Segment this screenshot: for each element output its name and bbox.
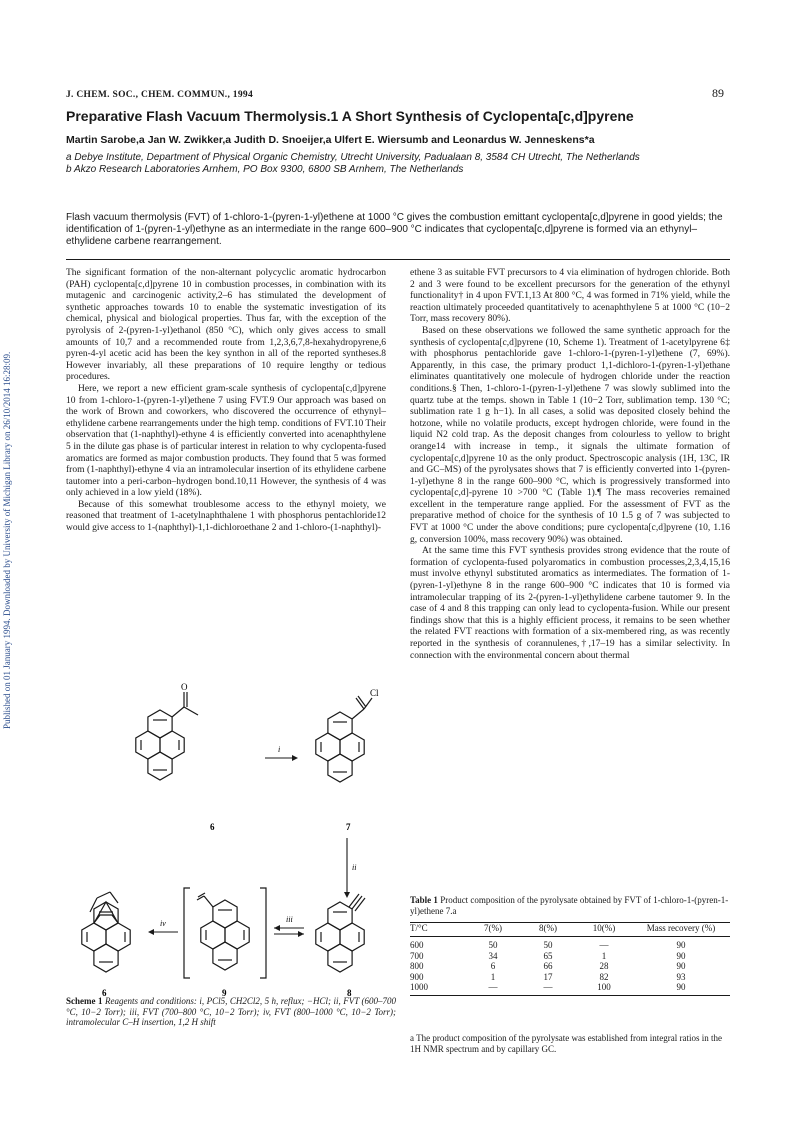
scheme-caption xyxy=(66,996,396,1028)
table-cell: 50 xyxy=(543,940,553,951)
table-cell: — xyxy=(543,982,553,993)
compound-8-structure xyxy=(316,894,365,972)
paragraph: At the same time this FVT synthesis provides strong evidence that the route of formation of cyclopenta-fused polyaromatics in combustion processes,2,3,4,15,16 must involve ethynyl substituted aromatics as intermediates. The formation of 1-(pyren-1-yl)ethyne 8 in the range 600–900 °C indicates that 10 is formed via intramolecular trapping of its 2-(pyren-1-yl)ethylidene carbene tautomer 9. In the case of 4 and 8 this trapping can only lead to cyclopenta-fusion. While our present findings show that this is a highly efficient process, it remains to be seen whether the related FVT reactions with formation of a six-membered ring, as was recently reported in the synthesis of corannulenes,†,17–19 has a similar selectivity. In connection with the environmental concern about thermal xyxy=(410,546,730,661)
paragraph: Based on these observations we followed the same synthetic approach for the synthesis of cyclopenta[c,d]pyrene (10, Scheme 1). Treatment of 1-acetylpyrene 6‡ with phosphorus pentachloride gave 1-chloro-1-(pyren-1-yl)ethene (7, 69%). Apparently, in this case, the primary product 1,1-dichloro-1-(pyren-1-yl)ethane eliminates quantitatively one molecule of hydrogen chloride under the reaction conditions.§ Then, 1-chloro-1-(pyren-1-yl)ethene 7 was slowly sublimed into the quartz tube at the temps. shown in Table 1 (10−2 Torr, sublimation temp. 130 °C; sublimation rate 1 g h−1). In all cases, a solid was deposited closely behind the hotzone, while no volatile products, except hydrogen chloride, were found in the liquid N2 cold trap. As the deposit changes from colourless to yellow to bright orange14 with increase in temp., it signals the ultimate formation of cyclopenta[c,d]pyrene 10 as the only product. Spectroscopic analysis (1H, 13C, IR and GC–MS) of the pyrolysates shows that 7 is efficiently converted into 1-(pyren-1-yl)ethyne 8 in the range 600–900 °C, which is progressively transformed into cyclopenta[c,d]-pyrene 10 >700 °C (Table 1).¶ The mass recoveries remained excellent in the temperature range applied. For the assessment of FVT as the preparative method of choice for the synthesis of 10 1.5 g of 7 was subjected to FVT at 1000 °C under the above conditions; pure cyclopenta[c,d]pyrene (10, 1.16 g, conversion 100%, mass recovery 90%) was obtained. xyxy=(410,325,730,545)
product-table xyxy=(410,922,730,996)
table-header: 10(%) xyxy=(592,923,616,933)
table-cell: 90 xyxy=(676,940,686,951)
table-cell: 90 xyxy=(676,961,686,972)
table-row xyxy=(410,982,730,992)
table-header: 7(%) xyxy=(484,923,502,933)
compound-9-structure xyxy=(184,888,266,978)
author-list: Martin Sarobe,a Jan W. Zwikker,a Judith D. Snoeijer,a Ulfert E. Wiersumb and Leonardus W. Jenneskens*a xyxy=(66,134,595,146)
table-cell: 100 xyxy=(597,982,611,993)
table-title xyxy=(410,895,730,917)
table-cell: 17 xyxy=(543,971,553,982)
table-cell: 600 xyxy=(410,940,424,951)
table-cell: 6 xyxy=(490,961,496,972)
table-title-text: Product composition of the pyrolysate obtained by FVT of 1-chloro-1-(pyren-1-yl)ethene 7.a xyxy=(410,895,729,916)
compound-8-label: 8 xyxy=(347,988,352,998)
table-header: T/°C xyxy=(410,923,428,933)
paragraph: Here, we report a new efficient gram-scale synthesis of cyclopenta[c,d]pyrene 10 from 1-chloro-1-(pyren-1-yl)ethene 7 using FVT.9 Our approach was based on the work of Brown and coworkers, who discovered the occurrence of ethynyl–ethylidene carbene rearrangements under the high temp. conditions of FVT.10 Their observation that (1-naphthyl)-ethyne 4 is efficiently converted into acenaphthylene 5 in the dilute gas phase is of particular interest in relation to why cyclopenta-fused aromatics are formed as major combustion products. They found that 5 was formed from (1-naphthyl)-ethyne 4 via an intramolecular insertion of its ethylidene carbene tautomer into a peri-carbon–hydrogen bond.10,11 However, the synthesis of 4 was only achieved in a low yield (18%). xyxy=(66,383,386,499)
table-cell: — xyxy=(488,982,498,993)
table-header: Mass recovery (%) xyxy=(646,923,716,933)
arrow-iii-label: iii xyxy=(286,915,293,924)
table-row xyxy=(410,961,730,971)
body-column-right xyxy=(410,268,730,662)
compound-6-label: 6 xyxy=(210,822,215,832)
oxygen-label: O xyxy=(181,682,188,692)
table-cell: 1000 xyxy=(410,982,428,993)
table-cell: 700 xyxy=(410,950,424,961)
table-cell: 50 xyxy=(488,940,498,951)
table-cell: 28 xyxy=(599,961,609,972)
reaction-scheme xyxy=(60,660,400,1000)
compound-9-label: 9 xyxy=(222,988,227,998)
paragraph: The significant formation of the non-alternant polycyclic aromatic hydrocarbon (PAH) cyclopenta[c,d]pyrene 10 in combustion processes, in combination with its mutagenic and carcinogenic activity,2–6 has stimulated the development of synthetic approaches towards 10 to enable the systematic investigation of its chemical, physical and biological properties. Thus far, with the exception of the pyrolysis of 2-(pyren-1-yl)ethanol (850 °C), which only gives access to small amounts of 10,7 and a recommended route from 1,2,3,6,7,8-hexahydropyrene,6 pyren-4-yl acetic acid has been the key synthon in all of the reported syntheses.8 However invariably, all these preparations of 10 require lengthy or tedious procedures. xyxy=(66,268,386,383)
table-cell: 800 xyxy=(410,961,424,972)
body-column-left xyxy=(66,268,386,535)
compound-7-label: 7 xyxy=(346,822,351,832)
table-cell: 65 xyxy=(543,950,553,961)
table-cell: 93 xyxy=(676,971,686,982)
table-row xyxy=(410,951,730,961)
journal-header: J. CHEM. SOC., CHEM. COMMUN., 1994 xyxy=(66,90,253,100)
table-header: 8(%) xyxy=(539,923,557,933)
affiliation-a: a Debye Institute, Department of Physical Organic Chemistry, Utrecht University, Padualaan 8, 3584 CH Utrecht, The Netherlands xyxy=(66,152,640,163)
table-footnote: a The product composition of the pyrolysate was established from integral ratios in the 1H NMR spectrum and by capillary GC. xyxy=(410,1033,723,1054)
table-cell: 34 xyxy=(488,950,498,961)
article-title: Preparative Flash Vacuum Thermolysis.1 A Short Synthesis of Cyclopenta[c,d]pyrene xyxy=(66,108,634,124)
table-cell: 1 xyxy=(490,971,496,982)
header-rule xyxy=(66,259,730,260)
compound-7-structure xyxy=(316,688,379,782)
download-watermark: Published on 01 January 1994. Downloaded by University of Michigan Library on 26/10/2014 16:28:09. xyxy=(2,351,12,729)
table-cell: 66 xyxy=(543,961,553,972)
table-cell: — xyxy=(599,940,609,951)
table-row xyxy=(410,972,730,982)
table-cell: 900 xyxy=(410,971,424,982)
compound-6-bottom-label: 6 xyxy=(102,988,107,998)
compound-6-structure xyxy=(136,682,198,780)
chlorine-label: Cl xyxy=(370,688,379,698)
table-cell: 90 xyxy=(676,982,686,993)
abstract: Flash vacuum thermolysis (FVT) of 1-chloro-1-(pyren-1-yl)ethene at 1000 °C gives the combustion emittant cyclopenta[c,d]pyrene in good yields; the identification of 1-(pyren-1-yl)ethyne as an intermediate in the range 600–900 °C indicates that cyclopenta[c,d]pyrene is formed via an ethynyl–ethylidene carbene rearrangement. xyxy=(66,212,723,247)
arrow-i-label: i xyxy=(278,745,281,754)
paragraph: Because of this somewhat troublesome access to the ethynyl moiety, we reasoned that treatment of 1-acetylnaphthalene 1 with phosphorus pentachloride12 would give access to 1-(naphthyl)-1,1-dichloroethane 2 and 1-chloro-(1-naphthyl)- xyxy=(66,499,386,534)
table-cell: 82 xyxy=(599,971,609,982)
table-cell: 90 xyxy=(676,950,686,961)
table-row xyxy=(410,940,730,950)
arrow-iv-label: iv xyxy=(160,919,166,928)
affiliation-b: b Akzo Research Laboratories Arnhem, PO Box 9300, 6800 SB Arnhem, The Netherlands xyxy=(66,164,464,175)
table-title-bold: Table 1 xyxy=(410,895,438,905)
scheme-caption-bold: Scheme 1 xyxy=(66,996,103,1006)
affiliations xyxy=(66,152,736,176)
arrow-ii-label: ii xyxy=(352,863,357,872)
table-cell: 1 xyxy=(601,950,607,961)
compound-10-structure xyxy=(82,892,130,972)
page-number: 89 xyxy=(712,86,724,100)
paragraph: ethene 3 as suitable FVT precursors to 4 via elimination of hydrogen chloride. Both 2 and 3 were found to be excellent precursors for the generation of the ethynyl functionality† in 4 upon FVT.1,13 At 800 °C, 4 was formed in 71% yield, while the reaction ultimately proceeded quantitatively to acenaphthylene 5 at 1000 °C (10−2 Torr, mass recovery 80%). xyxy=(410,268,730,325)
scheme-caption-text: Reagents and conditions: i, PCl5, CH2Cl2, 5 h, reflux; −HCl; ii, FVT (600–700 °C, 10−2 Torr); iii, FVT (700–800 °C, 10−2 Torr); iv, FVT (800–1000 °C, 10−2 Torr); intramolecular C–H insertion, 1,2 H shift xyxy=(66,996,397,1028)
